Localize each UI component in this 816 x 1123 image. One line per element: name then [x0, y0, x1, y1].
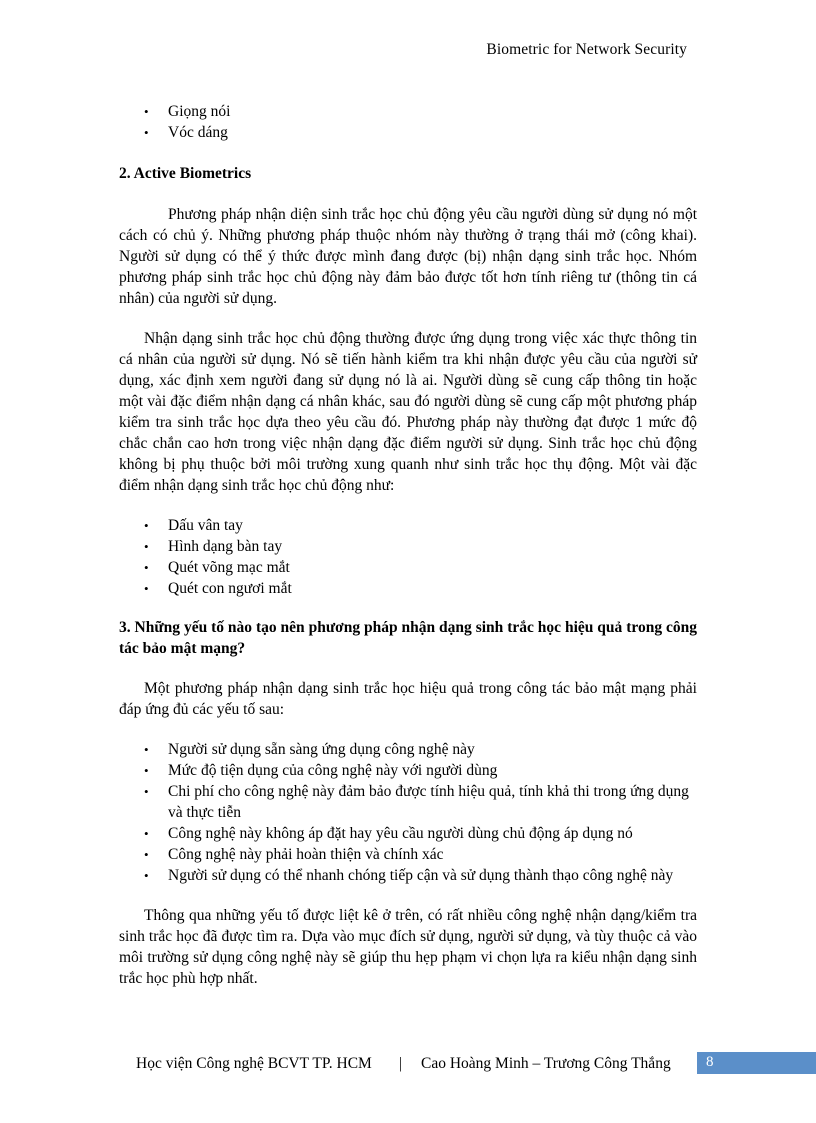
bullet-list-active-biometrics	[119, 515, 697, 599]
section-2-paragraph-2: Nhận dạng sinh trắc học chủ động thường được ứng dụng trong việc xác thực thông tin cá nhân của người sử dụng. Nó sẽ tiến hành kiểm tra khi nhận được yêu cầu của người sử dụng, xác định xem người đang sử dụng nó là ai. Người dùng sẽ cung cấp thông tin hoặc một vài đặc điểm nhận dạng cá nhân khác, sau đó người dùng sẽ cung cấp một phương pháp kiểm tra sinh trắc học dựa theo yêu cầu đó. Phương pháp này thường đạt được 1 mức độ chắc chắn cao hơn trong việc nhận dạng đặc điểm người sử dụng. Sinh trắc học chủ động không bị phụ thuộc bởi môi trường xung quanh như sinh trắc học thụ động. Một vài đặc điểm nhận dạng sinh trắc học chủ động như:	[119, 330, 697, 494]
list-item: • Chi phí cho công nghệ này đảm bảo được tính hiệu quả, tính khả thi trong ứng dụng và thực tiễn	[144, 783, 689, 821]
list-item: • Người sử dụng sẵn sàng ứng dụng công nghệ này	[144, 741, 475, 758]
list-item: • Công nghệ này phải hoàn thiện và chính xác	[144, 846, 444, 863]
list-item: • Quét võng mạc mắt	[144, 559, 290, 576]
bullet-icon: •	[144, 784, 149, 799]
list-item: • Hình dạng bàn tay	[144, 538, 283, 555]
bullet-icon: •	[144, 560, 149, 575]
list-item: • Người sử dụng có thể nhanh chóng tiếp cận và sử dụng thành thạo công nghệ này	[144, 867, 674, 884]
bullet-icon: •	[144, 539, 149, 554]
list-item: • Công nghệ này không áp đặt hay yêu cầu người dùng chủ động áp dụng nó	[144, 825, 633, 842]
section-3-heading: 3. Những yếu tố nào tạo nên phương pháp nhận dạng sinh trắc học hiệu quả trong công tác bảo mật mạng?	[119, 619, 697, 657]
list-item: • Vóc dáng	[144, 124, 228, 141]
bullet-icon: •	[144, 763, 149, 778]
bullet-icon: •	[144, 125, 149, 140]
footer-institution: Học viện Công nghệ BCVT TP. HCM	[136, 1055, 372, 1072]
section-3-paragraph-2: Thông qua những yếu tố được liệt kê ở trên, có rất nhiều công nghệ nhận dạng/kiểm tra sinh trắc học đã được tìm ra. Dựa vào mục đích sử dụng, người sử dụng, và tùy thuộc cả vào môi trường sử dụng công nghệ này sẽ giúp thu hẹp phạm vi chọn lựa ra kiểu nhận dạng sinh trắc học phù hợp nhất.	[119, 907, 697, 987]
list-item: • Mức độ tiện dụng của công nghệ này với người dùng	[144, 762, 498, 779]
bullet-icon: •	[144, 742, 149, 757]
bullet-icon: •	[144, 847, 149, 862]
list-item: • Dấu vân tay	[144, 517, 243, 534]
list-item: • Giọng nói	[144, 103, 231, 120]
bullet-icon: •	[144, 518, 149, 533]
page-number-box	[697, 1052, 816, 1074]
section-2-paragraph-1: Phương pháp nhận diện sinh trắc học chủ động yêu cầu người dùng sử dụng nó một cách có chủ ý. Những phương pháp thuộc nhóm này thường ở trạng thái mở (công khai). Người sử dụng có thể ý thức được mình đang được (bị) nhận dạng sinh trắc học. Nhóm phương pháp sinh trắc học chủ động này đảm bảo được tốt hơn tính riêng tư (thông tin cá nhân) của người sử dụng.	[119, 206, 697, 307]
page-body	[119, 101, 697, 989]
bullet-icon: •	[144, 581, 149, 596]
bullet-icon: •	[144, 826, 149, 841]
bullet-icon: •	[144, 868, 149, 883]
section-3-paragraph-1: Một phương pháp nhận dạng sinh trắc học hiệu quả trong công tác bảo mật mạng phải đáp ứng đủ các yếu tố sau:	[119, 680, 697, 718]
footer-authors: Cao Hoàng Minh – Trương Công Thắng	[421, 1055, 671, 1072]
bullet-list-factors	[119, 739, 697, 886]
section-2-heading: 2. Active Biometrics	[119, 165, 252, 182]
page-footer	[0, 1052, 816, 1076]
page-number: 8	[706, 1054, 714, 1070]
running-header: Biometric for Network Security	[486, 41, 687, 58]
bullet-icon: •	[144, 104, 149, 119]
footer-separator: |	[399, 1055, 403, 1072]
list-item: • Quét con ngươi mắt	[144, 580, 292, 597]
bullet-list-top	[119, 101, 697, 143]
